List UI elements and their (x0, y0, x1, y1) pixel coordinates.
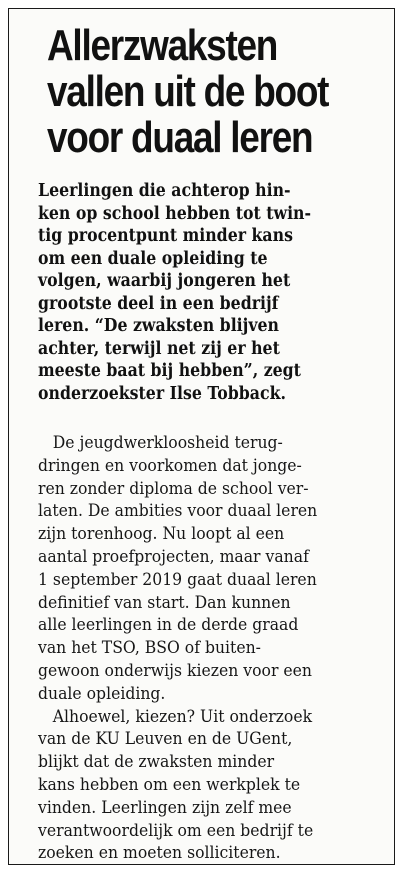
body-line: dringen en voorkomen dat jonge- (38, 455, 302, 476)
body-line: aantal proefprojecten, maar vanaf (38, 546, 309, 567)
headline-line: voor duaal leren (47, 113, 313, 162)
body-line: ren zonder diploma de school ver- (38, 478, 309, 499)
body-line: De jeugdwerkloosheid terug- (52, 433, 283, 453)
lead-line: meeste baat bij hebben”, zegt (38, 361, 301, 381)
body-line: kans hebben om een werkplek te (38, 774, 301, 795)
body-line: vinden. Leerlingen zijn zelf mee (38, 797, 292, 818)
headline-line: vallen uit de boot (47, 67, 329, 116)
headline-line: Allerzwaksten (47, 21, 278, 70)
body-line: alle leerlingen in de derde graad (38, 615, 299, 636)
body-line: van de KU Leuven en de UGent, (38, 729, 293, 750)
body-line: gewoon onderwijs kiezen voor een (38, 660, 312, 681)
lead-line: onderzoekster Ilse Tobback. (38, 383, 286, 404)
lead-line: leren. “De zwaksten blijven (38, 316, 279, 336)
body-line: 1 september 2019 gaat duaal leren (38, 569, 317, 590)
article-lead (38, 180, 344, 405)
body-line: zoeken en moeten solliciteren. (38, 843, 281, 864)
lead-line: Leerlingen die achterop hin- (38, 181, 291, 201)
lead-line: tig procentpunt minder kans (38, 226, 293, 246)
body-line: Alhoewel, kiezen? Uit onderzoek (52, 706, 313, 727)
body-line: van het TSO, BSO of buiten- (38, 638, 261, 659)
lead-line: om een duale opleiding te (38, 248, 268, 269)
body-line: zijn torenhoog. Nu loopt al een (38, 524, 285, 545)
body-line: laten. De ambities voor duaal leren (38, 501, 318, 522)
body-line: verantwoordelijk om een bedrijf te (38, 820, 314, 841)
body-line: blijkt dat de zwaksten minder (38, 752, 275, 773)
body-line: duale opleiding. (38, 683, 166, 704)
lead-line: grootste deel in een bedrijf (38, 293, 279, 314)
lead-line: volgen, waarbij jongeren het (38, 271, 291, 291)
body-line: definitief van start. Dan kunnen (38, 592, 291, 613)
lead-line: achter, terwijl net zij er het (38, 338, 280, 359)
lead-line: ken op school hebben tot twin- (38, 203, 312, 224)
article-body (38, 432, 351, 865)
article-headline (47, 23, 333, 161)
